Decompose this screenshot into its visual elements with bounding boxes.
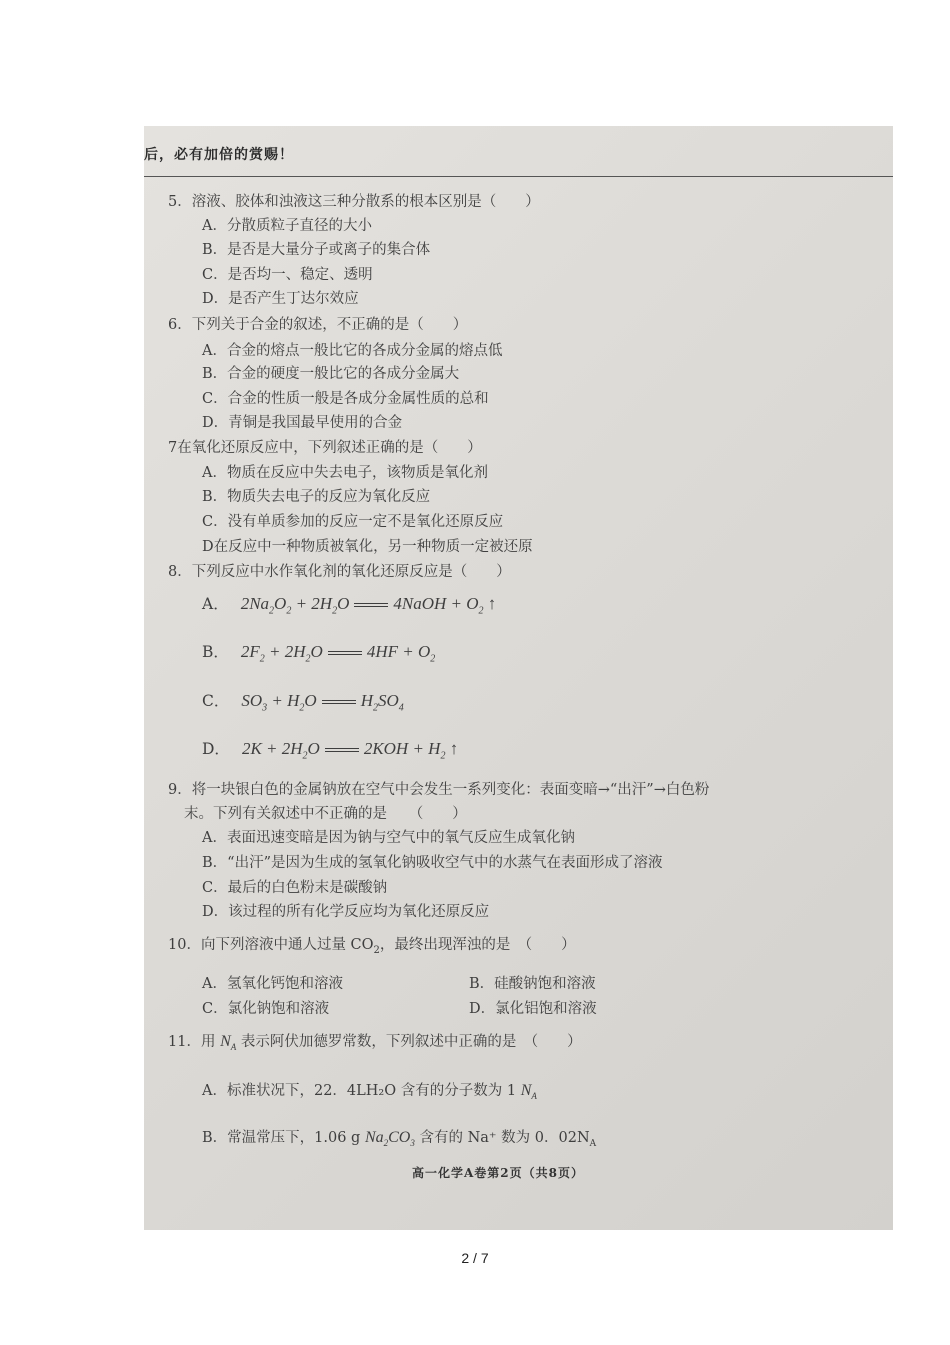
question-9-stem-line1: 9．将一块银白色的金属钠放在空气中会发生一系列变化：表面变暗→“出汗”→白色粉 (168, 782, 710, 798)
question-9-option-b: B．“出汗”是因为生成的氢氧化钠吸收空气中的水蒸气在表面形成了溶液 (202, 855, 663, 871)
scanned-page-photo (144, 126, 893, 1230)
question-8-option-d (202, 737, 458, 761)
question-11-option-b: B．常温常压下，1.06 g $Na_2CO_3$ 含有的 Na⁺ 数为 0．$02N_A$ (202, 1129, 597, 1149)
question-11-option-b-text1: B．常温常压下，1.06 g (202, 1130, 361, 1146)
question-8-stem: 8．下列反应中水作氧化剂的氧化还原反应是（ ） (168, 564, 511, 580)
option-a-label: A． (202, 595, 229, 613)
question-10-stem-part1: 10．向下列溶液中通人过量 CO (168, 937, 374, 953)
header-banner: 后，必有加倍的赏赐！ (144, 147, 294, 163)
question-10-option-b: B．硅酸钠饱和溶液 (469, 976, 596, 992)
header-rule (144, 176, 893, 177)
question-5-option-c: C．是否均一、稳定、透明 (202, 267, 373, 283)
question-10-stem: 10．向下列溶液中通人过量 $CO_2$，最终出现浑浊的是 （ ） (168, 937, 576, 956)
page-number: 2 / 7 (461, 1250, 489, 1266)
question-10-stem-part2: ，最终出现浑浊的是 （ ） (379, 937, 576, 953)
question-8-option-a (202, 592, 496, 616)
question-9-stem-line2: 末。下列有关叙述中不正确的是 （ ） (184, 806, 467, 822)
question-5-option-a: A．分散质粒子直径的大小 (202, 218, 372, 234)
question-5-option-d: D．是否产生丁达尔效应 (202, 291, 359, 307)
question-9-option-a: A．表面迅速变暗是因为钠与空气中的氧气反应生成氧化钠 (202, 830, 575, 846)
option-c-label: C． (202, 692, 230, 710)
question-6-option-d: D．青铜是我国最早使用的合金 (202, 415, 403, 431)
question-10-option-a: A．氢氧化钙饱和溶液 (202, 976, 343, 992)
question-5-option-b: B．是否是大量分子或离子的集合体 (202, 242, 431, 258)
question-8-option-b (202, 640, 435, 664)
question-6-option-b: B．合金的硬度一般比它的各成分金属大 (202, 366, 460, 382)
question-11-stem: 11．用 $N_A$ 表示阿伏加德罗常数，下列叙述中正确的是 （ ） (168, 1033, 582, 1053)
question-7-option-a: A．物质在反应中失去电子，该物质是氧化剂 (202, 465, 488, 481)
question-9-option-c: C．最后的白色粉末是碳酸钠 (202, 880, 388, 896)
question-5-stem: 5．溶液、胶体和浊液这三种分散系的根本区别是（ ） (168, 194, 540, 210)
question-9-option-d: D．该过程的所有化学反应均为氧化还原反应 (202, 904, 490, 920)
question-11-stem-part2: 表示阿伏加德罗常数，下列叙述中正确的是 （ ） (240, 1034, 582, 1050)
question-6-option-c: C．合金的性质一般是各成分金属性质的总和 (202, 391, 489, 407)
equation-a: $2Na_2O_2 + 2H_2O$ 4NaOH + $O_2$ ↑ (240, 594, 497, 617)
question-8-option-c (202, 689, 404, 713)
option-d-label: D． (202, 740, 230, 758)
question-11-option-a-text: A．标准状况下，22．4LH₂O 含有的分子数为 1 (202, 1083, 517, 1099)
question-10-option-d: D．氯化铝饱和溶液 (469, 1001, 597, 1017)
question-11-option-a: A．标准状况下，22．4LH₂O 含有的分子数为 1 $N_A$ (202, 1082, 537, 1102)
question-6-stem: 6．下列关于合金的叙述，不正确的是（ ） (168, 317, 468, 333)
question-7-option-b: B．物质失去电子的反应为氧化反应 (202, 489, 431, 505)
equation-d: $2K + 2H_2O$ $2KOH + H_2$ ↑ (241, 739, 459, 762)
question-10-option-c: C．氯化钠饱和溶液 (202, 1001, 330, 1017)
question-7-option-d: D在反应中一种物质被氧化，另一种物质一定被还原 (202, 539, 533, 555)
question-11-option-b-text2: 含有的 Na⁺ 数为 0．02N (419, 1130, 590, 1146)
equation-c: $SO_3 + H_2O$ $H_2SO_4$ (241, 691, 404, 714)
question-7-option-c: C．没有单质参加的反应一定不是氧化还原反应 (202, 514, 504, 530)
question-6-option-a: A．合金的熔点一般比它的各成分金属的熔点低 (202, 343, 503, 359)
page-footer: 高一化学A卷第2页（共8页） (412, 1166, 585, 1180)
question-11-stem-part1: 11．用 (168, 1034, 216, 1050)
option-b-label: B． (202, 643, 229, 661)
equation-b: $2F_2 + 2H_2O$ $4HF + O_2$ (240, 642, 436, 665)
question-7-stem: 7在氧化还原反应中，下列叙述正确的是（ ） (168, 440, 482, 456)
